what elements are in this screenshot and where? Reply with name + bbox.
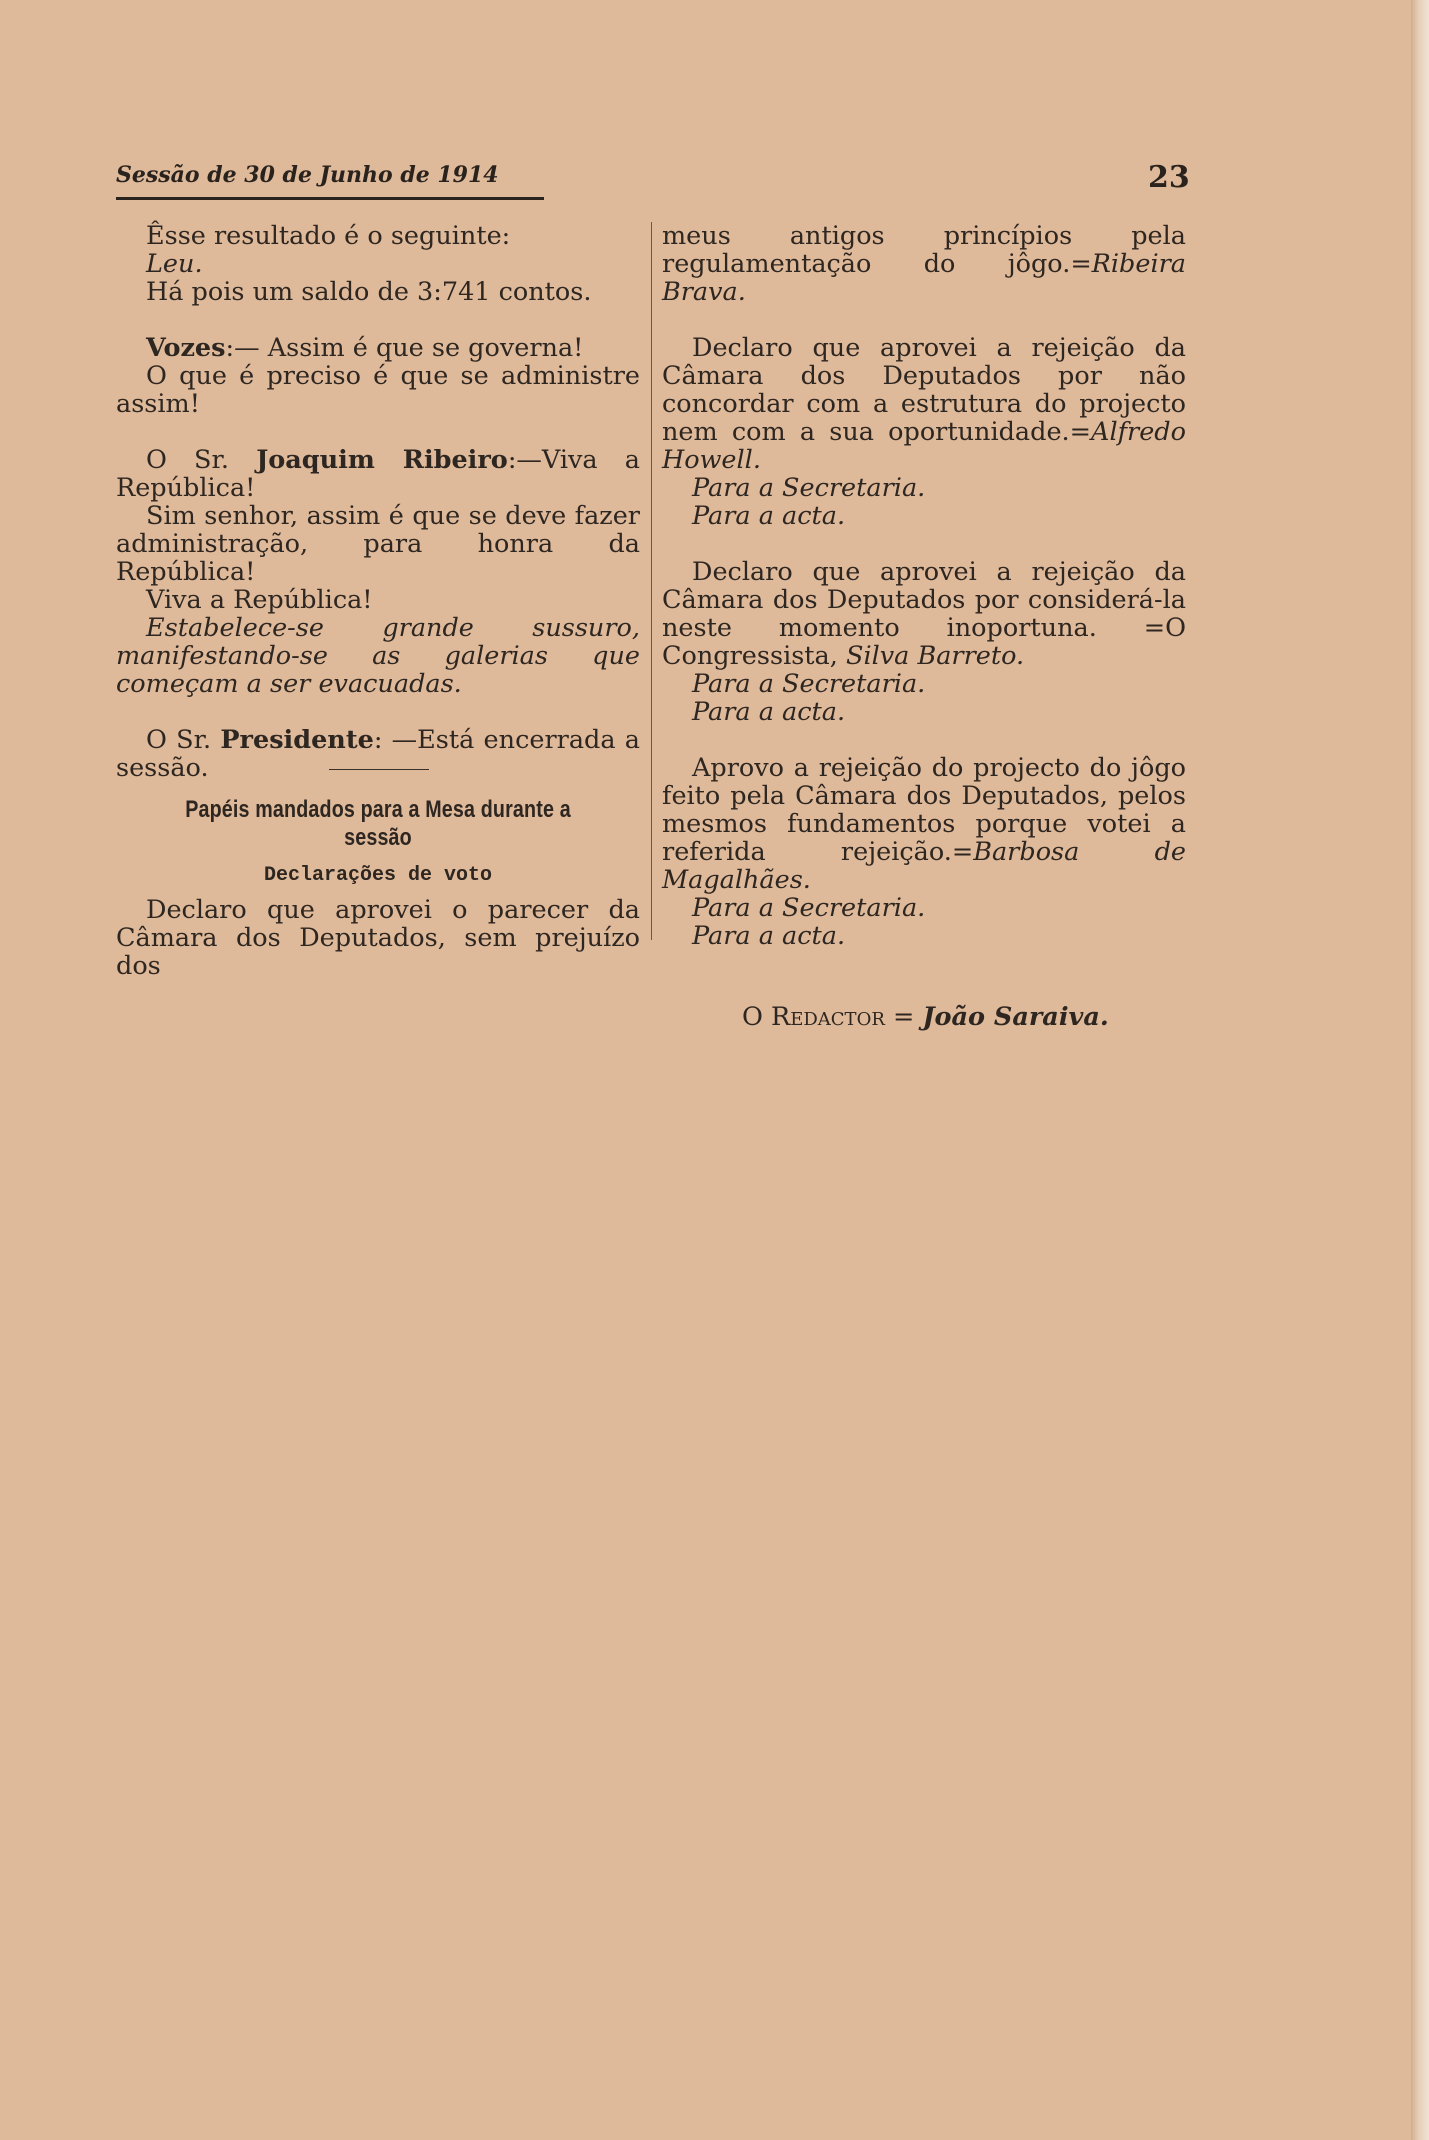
paragraph: Declaro que aprovei o parecer da Câmara dos Deputados, sem prejuízo dos <box>116 895 640 981</box>
speech-text: :— Assim é que se governa! <box>225 333 584 363</box>
text: meus antigos princípios pela regulamentação do jôgo. <box>662 221 1186 279</box>
routing-note: Para a Secretaria. <box>692 473 926 503</box>
routing-note: Para a Secretaria. <box>692 893 926 923</box>
page-edge <box>1411 0 1429 2140</box>
spacer <box>116 852 640 862</box>
paragraph <box>662 754 1186 894</box>
running-title: Sessão de 30 de Junho de 1914 <box>116 162 499 188</box>
paragraph <box>662 334 1186 474</box>
paragraph: Leu. <box>146 249 203 279</box>
separator-rule <box>329 769 429 770</box>
signature: Silva Barreto. <box>845 641 1025 671</box>
stage-direction: Estabelece-se grande sussuro, manifestando-se as galerias que começam a ser evacuadas. <box>116 613 640 699</box>
routing-note: Para a acta. <box>692 921 846 951</box>
speaker-name: Joaquim Ribeiro <box>256 445 508 475</box>
signature: =Alfredo Howell. <box>662 417 1186 475</box>
role: Redactor <box>771 1002 885 1032</box>
header-rule <box>116 197 544 200</box>
text: O <box>742 1002 763 1032</box>
speaker-prefix: O Sr. <box>146 725 212 755</box>
speaker-prefix: O Sr. <box>146 445 230 475</box>
text: Aprovo a rejeição do projecto do jôgo feito pela Câmara dos Deputados, pelos mesmos fundamentos porque votei a referida rejeição. <box>662 753 1186 867</box>
spacer <box>116 306 640 334</box>
routing-note: Para a Secretaria. <box>692 669 926 699</box>
speech-presidente <box>116 726 640 782</box>
paragraph: Sim senhor, assim é que se deve fazer administração, para honra da República! <box>116 501 640 587</box>
speech-ribeiro <box>116 446 640 502</box>
right-column <box>662 222 1186 950</box>
left-column <box>116 222 640 980</box>
signature: =Ribeira Brava. <box>662 249 1186 307</box>
spacer <box>116 698 640 726</box>
paragraph: Há pois um saldo de 3:741 contos. <box>146 277 592 307</box>
speech-text: : —Está encerrada a sessão. <box>116 725 640 783</box>
text: Declaro que aprovei a rejeição da Câmara dos Deputados por não concordar com a estrutura do projecto nem com a sua oportunidade. <box>662 333 1186 447</box>
column-divider <box>651 222 652 940</box>
page-number: 23 <box>1148 160 1190 195</box>
paragraph: Viva a República! <box>146 585 373 615</box>
separator: = <box>884 1002 923 1032</box>
paragraph: Êsse resultado é o seguinte: <box>146 221 511 251</box>
signature: =Barbosa de Magalhães. <box>662 837 1187 895</box>
name: João Saraiva. <box>922 1002 1109 1032</box>
speech-text: :—Viva a República! <box>116 445 640 503</box>
speaker-name: Presidente <box>220 725 374 755</box>
paragraph <box>662 222 1186 306</box>
spacer <box>116 418 640 446</box>
speech-vozes <box>116 334 640 362</box>
spacer <box>662 530 1186 558</box>
sub-title: Declarações de voto <box>263 864 493 887</box>
spacer <box>116 782 640 796</box>
speaker-name: Vozes <box>146 333 226 363</box>
paragraph <box>662 558 1186 670</box>
redactor-signature <box>742 1002 1109 1032</box>
routing-note: Para a acta. <box>692 501 846 531</box>
spacer <box>662 306 1186 334</box>
paragraph: O que é preciso é que se administre assim! <box>116 361 640 419</box>
section-title: Papéis mandados para a Mesa durante a sessão <box>185 796 571 851</box>
routing-note: Para a acta. <box>692 697 846 727</box>
spacer <box>662 726 1186 754</box>
text: Declaro que aprovei a rejeição da Câmara dos Deputados por considerá-la neste momento inoportuna. =O Congressista, <box>662 557 1186 671</box>
